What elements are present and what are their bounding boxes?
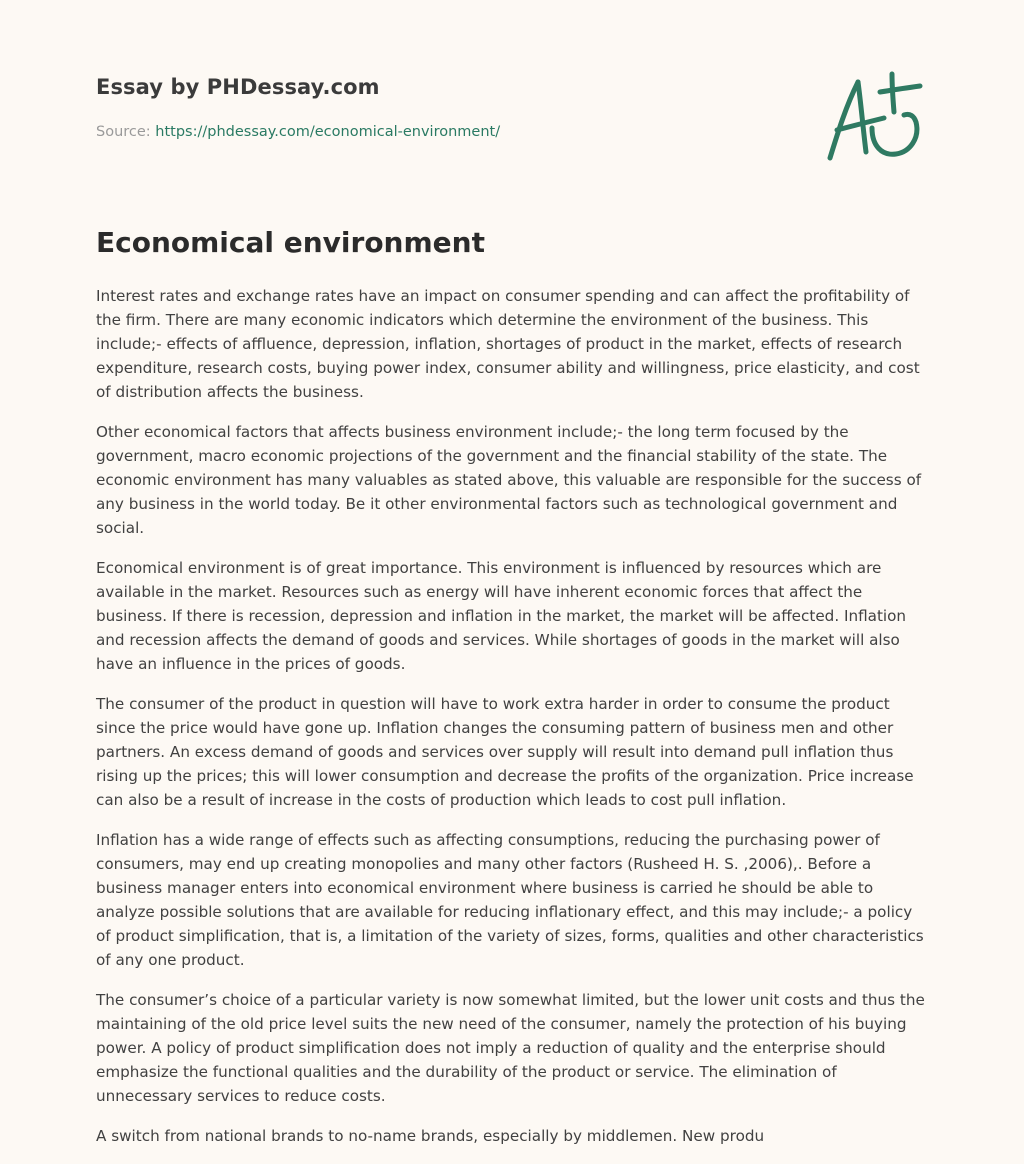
paragraph: Interest rates and exchange rates have an impact on consumer spending and can affect the profitability of the firm. There are many economic indicators which determine the environment of the business. This include;- effects of affluence, depression, inflation, shortages of product in the market, effects of research expenditure, research costs, buying power index, consumer ability and willingness, price elasticity, and cost of distribution affects the business.	[96, 287, 920, 401]
paragraph: Inflation has a wide range of effects such as affecting consumptions, reducing the purchasing power of consumers, may end up creating monopolies and many other factors (Rusheed H. S. ,2006),. Before a business manager enters into economical environment where business is carried he should be able to analyze possible solutions that are available for reducing inflationary effect, and this may include;- a policy of product simplification, that is, a limitation of the variety of sizes, forms, qualities and other characteristics of any one product.	[96, 831, 924, 969]
site-brand: Essay by PHDessay.com	[96, 75, 380, 99]
page-header	[96, 0, 928, 200]
a-plus-logo-icon	[824, 70, 924, 164]
source-link[interactable]: https://phdessay.com/economical-environment/	[155, 124, 501, 140]
essay-body	[96, 284, 928, 1164]
paragraph: Other economical factors that affects business environment include;- the long term focused by the government, macro economic projections of the government and the financial stability of the state. The economic environment has many valuables as stated above, this valuable are responsible for the success of any business in the world today. Be it other environmental factors such as technological government and social.	[96, 423, 922, 537]
essay-page	[96, 0, 928, 1145]
source-line	[96, 124, 500, 140]
essay-title: Economical environment	[96, 226, 485, 259]
paragraph: The consumer’s choice of a particular variety is now somewhat limited, but the lower unit costs and thus the maintaining of the old price level suits the new need of the consumer, namely the protection of his buying power. A policy of product simplification does not imply a reduction of quality and the enterprise should emphasize the functional qualities and the durability of the product or service. The elimination of unnecessary services to reduce costs.	[96, 991, 925, 1105]
paragraph: The consumer of the product in question will have to work extra harder in order to consume the product since the price would have gone up. Inflation changes the consuming pattern of business men and other partners. An excess demand of goods and services over supply will result into demand pull inflation thus rising up the prices; this will lower consumption and decrease the profits of the organization. Price increase can also be a result of increase in the costs of production which leads to cost pull inflation.	[96, 695, 914, 809]
source-label: Source:	[96, 124, 156, 140]
paragraph: A switch from national brands to no-name brands, especially by middlemen. New produ	[96, 1127, 765, 1145]
paragraph: Economical environment is of great importance. This environment is influenced by resources which are available in the market. Resources such as energy will have inherent economic forces that affect the business. If there is recession, depression and inflation in the market, the market will be affected. Inflation and recession affects the demand of goods and services. While shortages of goods in the market will also have an influence in the prices of goods.	[96, 559, 907, 673]
